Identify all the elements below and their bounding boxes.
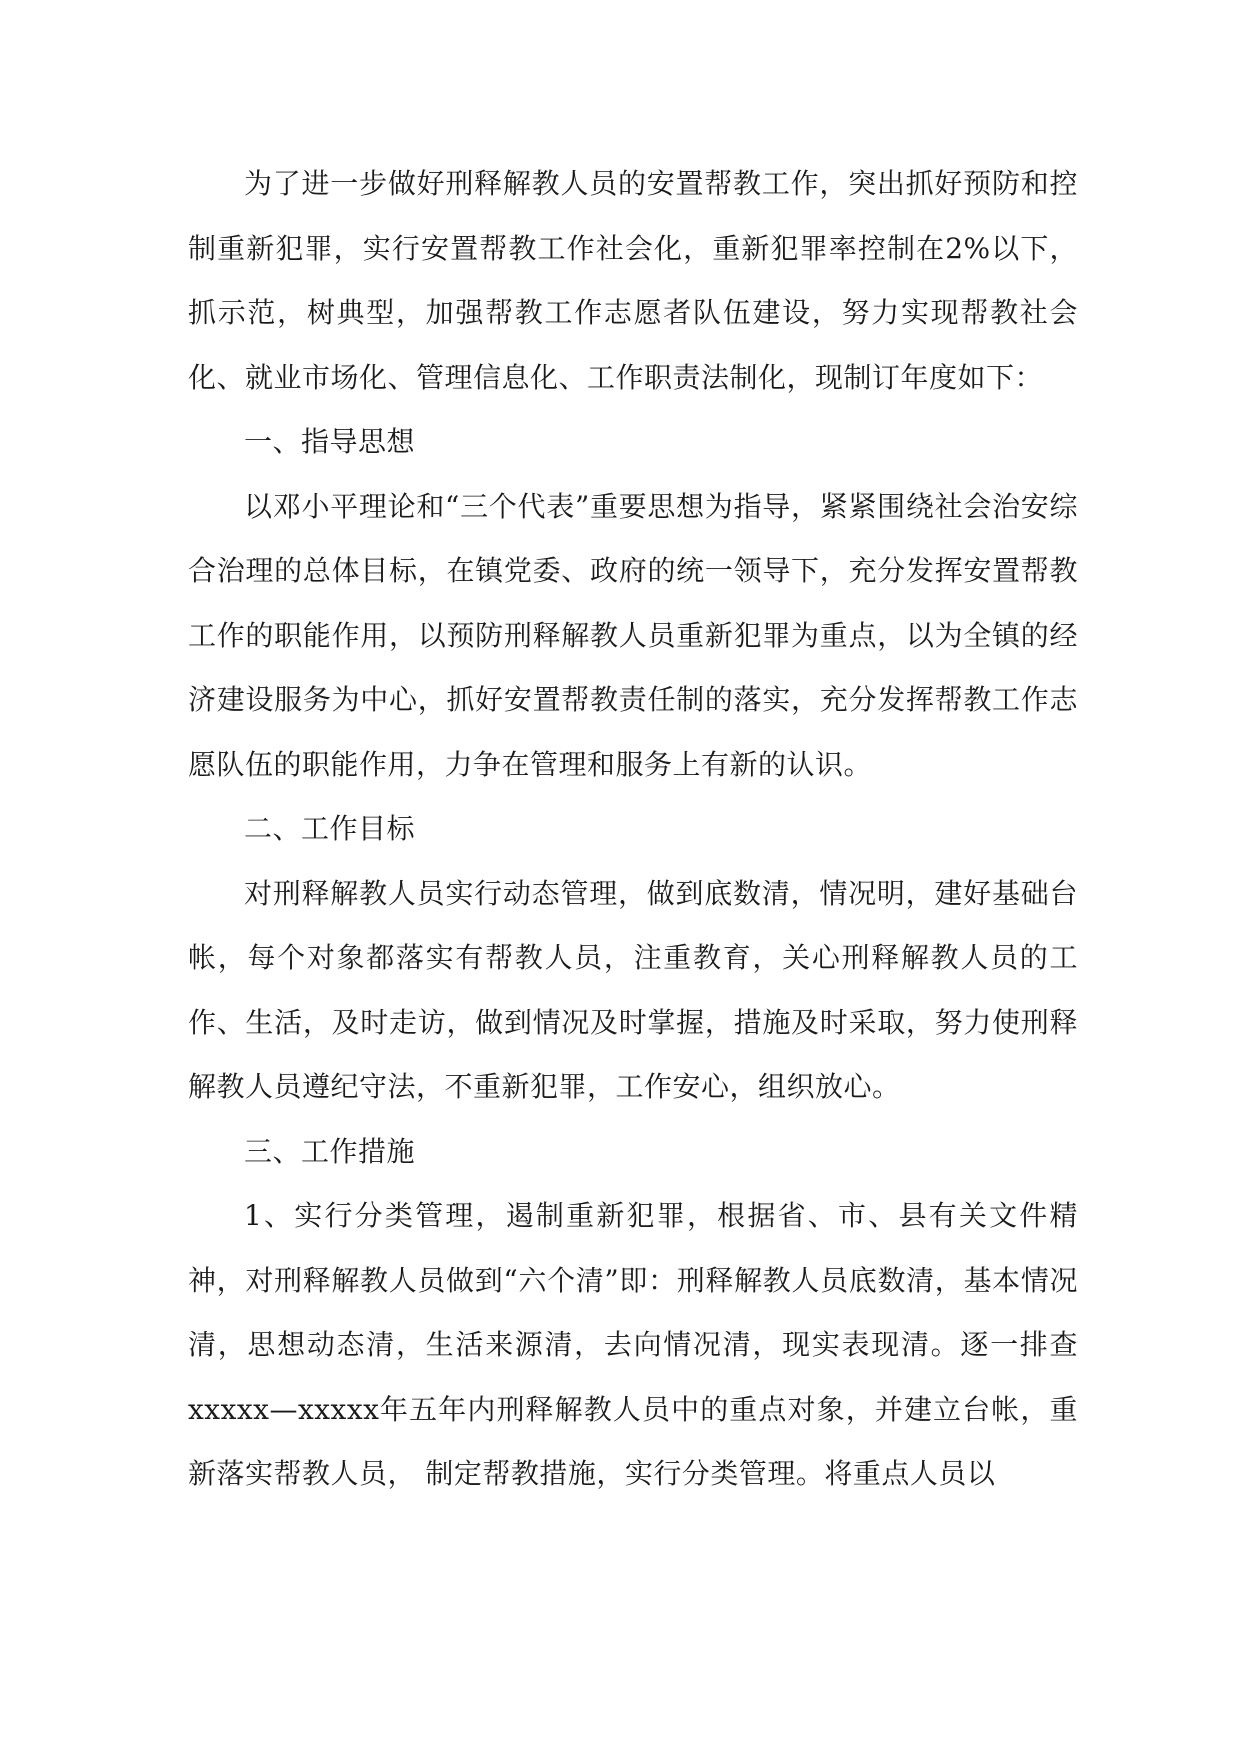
work-goals-paragraph: 对刑释解教人员实行动态管理，做到底数清，情况明，建好基础台帐，每个对象都落实有帮教人员，注重教育，关心刑释解教人员的工作、生活，及时走访，做到情况及时掌握，措施及时采取，努力使刑释解教人员遵纪守法，不重新犯罪，工作安心，组织放心。 <box>188 876 1078 1103</box>
section-heading-work-goals: 二、工作目标 <box>244 812 416 845</box>
document-body <box>188 152 1078 1507</box>
intro-paragraph: 为了进一步做好刑释解教人员的安置帮教工作，突出抓好预防和控制重新犯罪，实行安置帮教工作社会化，重新犯罪率控制在2%以下，抓示范，树典型，加强帮教工作志愿者队伍建设，努力实现帮教社会化、就业市场化、管理信息化、工作职责法制化，现制订年度如下： <box>188 167 1078 394</box>
guiding-ideology-paragraph: 以邓小平理论和“三个代表”重要思想为指导，紧紧围绕社会治安综合治理的总体目标，在镇党委、政府的统一领导下，充分发挥安置帮教工作的职能作用，以预防刑释解教人员重新犯罪为重点，以为全镇的经济建设服务为中心，抓好安置帮教责任制的落实，充分发挥帮教工作志愿队伍的职能作用，力争在管理和服务上有新的认识。 <box>188 489 1078 781</box>
section-heading-guiding-ideology: 一、指导思想 <box>244 425 416 458</box>
section-heading-work-measures: 三、工作措施 <box>244 1134 416 1168</box>
work-measures-paragraph: 1、实行分类管理，遏制重新犯罪，根据省、市、县有关文件精神，对刑释解教人员做到“六个清”即：刑释解教人员底数清，基本情况清，思想动态清，生活来源清，去向情况清，现实表现清。逐一排查xxxxx—xxxxx年五年内刑释解教人员中的重点对象，并建立台帐，重新落实帮教人员， 制定帮教措施，实行分类管理。将重点人员以 <box>188 1199 1078 1490</box>
